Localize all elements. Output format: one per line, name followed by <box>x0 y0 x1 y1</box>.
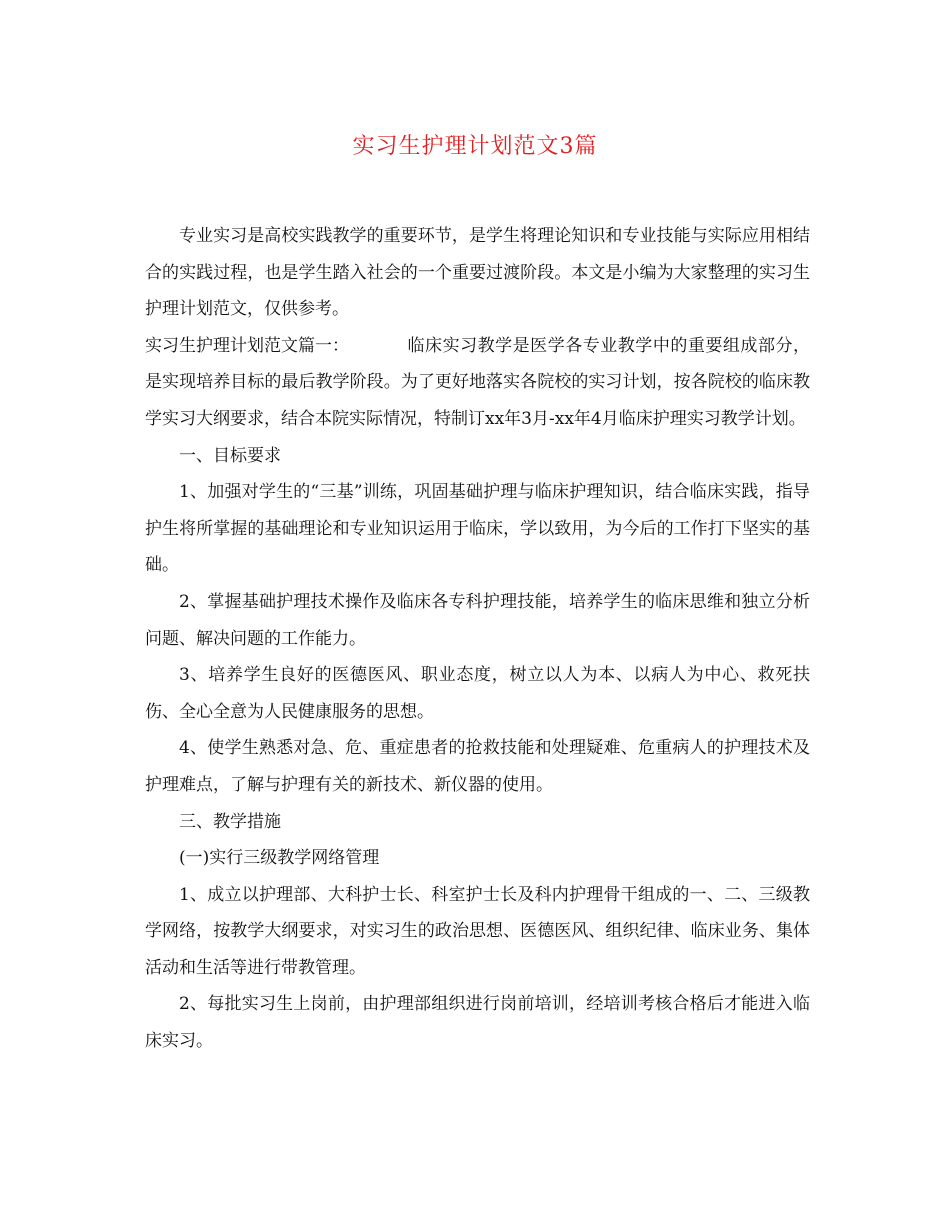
document-body <box>145 218 810 1060</box>
section-one-heading: 实习生护理计划范文篇一： <box>145 335 349 356</box>
goal-item-2: 2、掌握基础护理技术操作及临床各专科护理技能，培养学生的临床思维和独立分析问题、解决问题的工作能力。 <box>145 591 810 649</box>
goal-item-3: 3、培养学生良好的医德医风、职业态度，树立以人为本、以病人为中心、救死扶伤、全心全意为人民健康服务的思想。 <box>145 665 810 722</box>
intro-paragraph: 专业实习是高校实践教学的重要环节，是学生将理论知识和专业技能与实际应用相结合的实践过程，也是学生踏入社会的一个重要过渡阶段。本文是小编为大家整理的实习生护理计划范文，仅供参考。 <box>145 226 810 320</box>
measure-item-2: 2、每批实习生上岗前，由护理部组织进行岗前培训，经培训考核合格后才能进入临床实习。 <box>145 994 810 1052</box>
measure-item-1: 1、成立以护理部、大科护士长、科室护士长及科内护理骨干组成的一、二、三级教学网络，按教学大纲要求，对实习生的政治思想、医德医风、组织纪律、临床业务、集体活动和生活等进行带教管理。 <box>145 884 810 978</box>
goals-heading: 一、目标要求 <box>179 445 281 466</box>
document-title: 实习生护理计划范文3篇 <box>352 134 598 159</box>
goal-item-4: 4、使学生熟悉对急、危、重症患者的抢救技能和处理疑难、危重病人的护理技术及护理难点，了解与护理有关的新技术、新仪器的使用。 <box>145 738 810 795</box>
section-one-text: 临床实习教学是医学各专业教学中的重要组成部分，是实现培养目标的最后教学阶段。为了更好地落实各院校的实习计划，按各院校的临床教学实习大纲要求，结合本院实际情况，特制订xx年3月-xx年4月临床护理实习教学计划。 <box>145 335 810 429</box>
section-one-paragraph <box>145 328 810 438</box>
measures-heading: 三、教学措施 <box>179 811 281 832</box>
goal-item-1: 1、加强对学生的“三基”训练，巩固基础护理与临床护理知识，结合临床实践，指导护生将所掌握的基础理论和专业知识运用于临床，学以致用，为今后的工作打下坚实的基础。 <box>145 482 810 576</box>
measures-subheading: (一)实行三级教学网络管理 <box>179 848 380 869</box>
